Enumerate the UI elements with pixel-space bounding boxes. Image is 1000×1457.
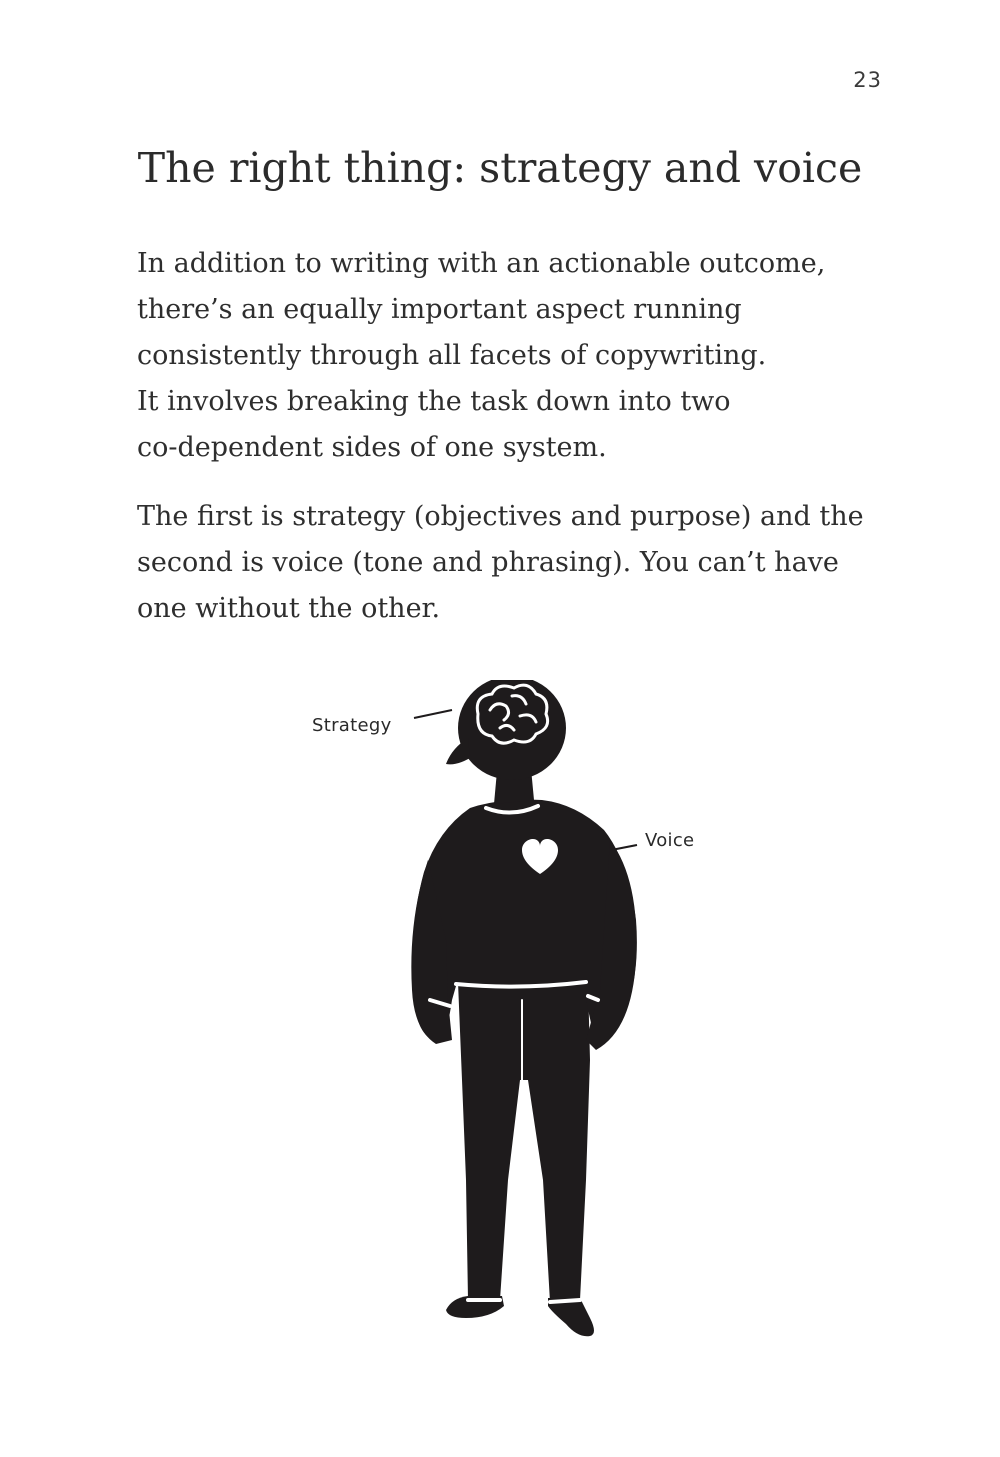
person-illustration [290,680,730,1350]
page-title: The right thing: strategy and voice [137,144,863,192]
person-figure [411,680,637,1336]
trousers [458,982,590,1302]
paragraph-line: one without the other. [137,593,441,624]
paragraph-line: It involves breaking the task down into two [137,386,731,417]
voice-label: Voice [645,830,695,851]
paragraph-1 [137,241,897,471]
strategy-callout-line [414,710,452,718]
strategy-label: Strategy [312,715,392,736]
paragraph-line: there’s an equally important aspect running [137,294,742,325]
paragraph-line: second is voice (tone and phrasing). You can’t have [137,547,839,578]
paragraph-2 [137,494,897,632]
paragraph-line: In addition to writing with an actionable outcome, [137,248,826,279]
paragraph-line: The first is strategy (objectives and purpose) and the [137,501,864,532]
right-shoe [548,1298,594,1336]
paragraph-line: consistently through all facets of copywriting. [137,340,767,371]
right-trouser-cuff [550,1300,580,1302]
paragraph-line: co-dependent sides of one system. [137,432,607,463]
page-number: 23 [853,68,882,92]
nose [446,738,470,764]
